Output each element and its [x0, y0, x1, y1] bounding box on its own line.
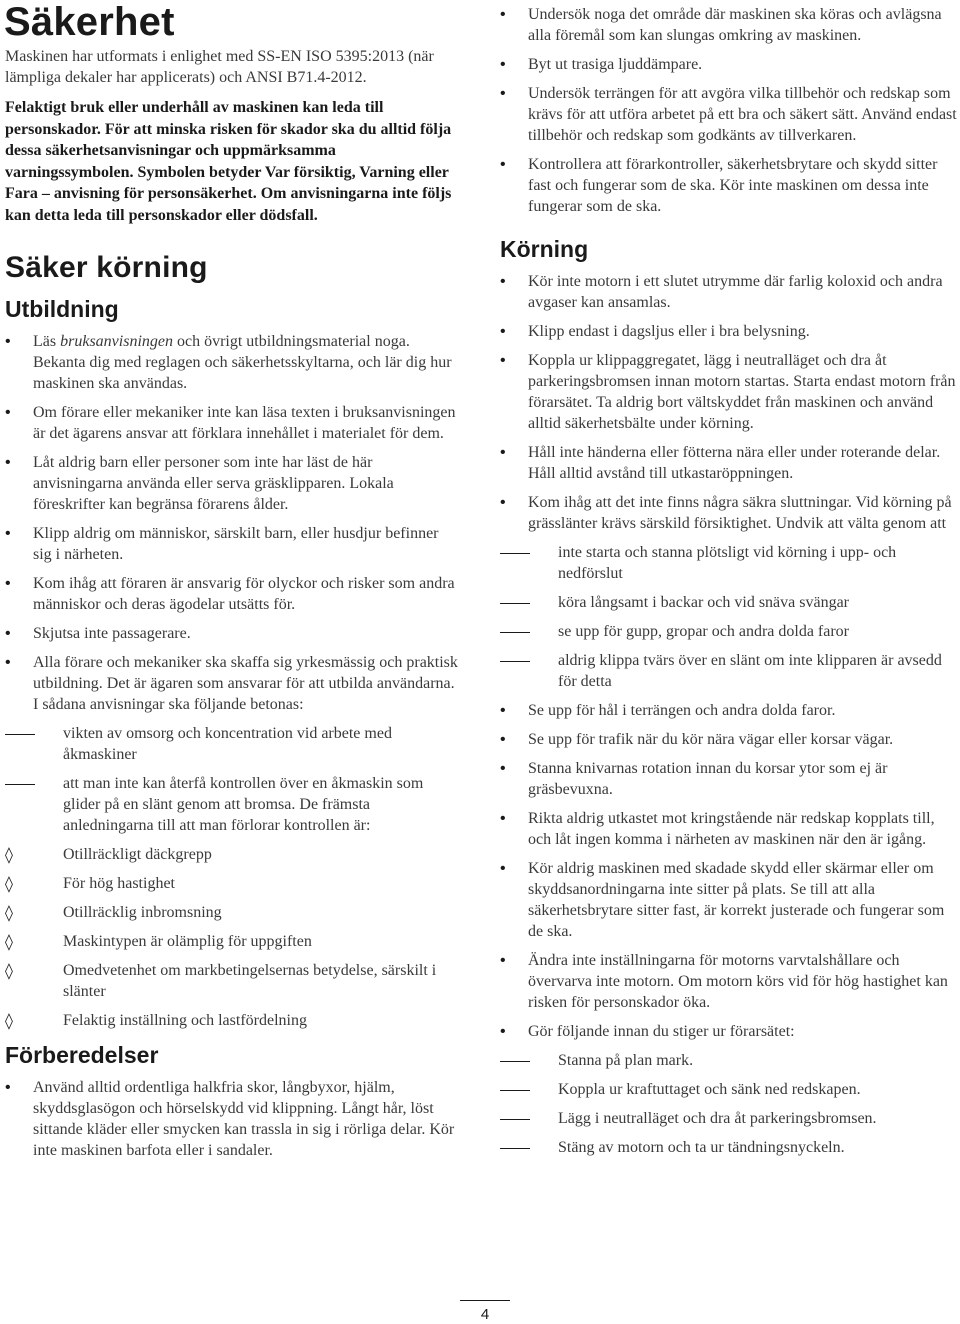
training-item: • Klipp aldrig om människor, särskilt barn, eller husdjur befinner sig i närheten.: [5, 523, 460, 565]
operation-list-b: [500, 700, 958, 1042]
preparation-list-part1: [5, 1077, 460, 1161]
operation-item: • Kör aldrig maskinen med skadade skydd eller skärmar eller om skyddsanordningarna inte sitter på plats. Se till att alla säkerhetsbrytare sitter fast, är korrekt justerade och fungerar som de ska.: [500, 858, 958, 942]
leaving-seat-dash-item: Stanna på plan mark.: [500, 1050, 958, 1071]
training-item: • Skjutsa inte passagerare.: [5, 623, 460, 644]
slope-dash-item: inte starta och stanna plötsligt vid körning i upp- och nedförslut: [500, 542, 958, 584]
leaving-seat-dash-item: Stäng av motorn och ta ur tändningsnyckeln.: [500, 1137, 958, 1158]
leaving-seat-dash-item: Koppla ur kraftuttaget och sänk ned redskapen.: [500, 1079, 958, 1100]
leaving-seat-dash-item: Lägg i neutralläget och dra åt parkeringsbromsen.: [500, 1108, 958, 1129]
operation-item: • Se upp för hål i terrängen och andra dolda faror.: [500, 700, 958, 721]
right-column: [500, 4, 958, 1166]
training-item: • Alla förare och mekaniker ska skaffa sig yrkesmässig och praktisk utbildning. Det är ägaren som ansvarar för att utbilda användarna. I sådana anvisningar ska följande betonas:: [5, 652, 460, 715]
loss-of-control-item: ◊ Felaktig inställning och lastfördelning: [5, 1010, 460, 1031]
loss-of-control-item: ◊ Maskintypen är olämplig för uppgiften: [5, 931, 460, 952]
section-heading-safe-operation: Säker körning: [5, 251, 208, 284]
operation-item: • Rikta aldrig utkastet mot kringstående när redskap kopplats till, och låt ingen komma i närheten av maskinen när den är igång.: [500, 808, 958, 850]
subheading-preparation: Förberedelser: [5, 1042, 159, 1068]
page-number: 4: [480, 1306, 490, 1323]
preparation-item: • Undersök terrängen för att avgöra vilka tillbehör och redskap som krävs för att utföra arbetet på ett bra och säkert sätt. Använd endast tillbehör och redskap som godkänts av tillverkaren.: [500, 83, 958, 146]
preparation-item: • Undersök noga det område där maskinen ska köras och avlägsna alla föremål som kan slungas omkring av maskinen.: [500, 4, 958, 46]
training-item: • Låt aldrig barn eller personer som inte har läst de här anvisningarna använda eller serva gräsklipparen. Lokala föreskrifter kan begränsa förarens ålder.: [5, 452, 460, 515]
subheading-training: Utbildning: [5, 296, 119, 322]
subheading-operation: Körning: [500, 236, 589, 262]
operation-item: • Kör inte motorn i ett slutet utrymme där farlig koloxid och andra avgaser kan ansamlas.: [500, 271, 958, 313]
training-list: [5, 331, 460, 715]
operation-item: • Kom ihåg att det inte finns några säkra sluttningar. Vid körning på grässlänter krävs särskild försiktighet. Undvik att välta genom att: [500, 492, 958, 534]
loss-of-control-item: ◊ För hög hastighet: [5, 873, 460, 894]
preparation-list-part2: [500, 4, 958, 217]
safety-warning-paragraph: Felaktigt bruk eller underhåll av maskinen kan leda till personskador. För att minska risken för skador ska du alltid följa dessa säkerhetsanvisningar och uppmärksamma varningssymbolen. Symbolen betyder Var försiktig, Varning eller Fara – anvisning för personsäkerhet. Om anvisningarna inte följs kan detta leda till personskador eller dödsfall.: [5, 99, 452, 224]
training-dash-item: att man inte kan återfå kontrollen över en åkmaskin som glider på en slänt genom att bromsa. De främsta anledningarna till att man förlorar kontrollen är:: [5, 773, 460, 836]
operation-item: • Koppla ur klippaggregatet, lägg i neutralläget och dra åt parkeringsbromsen innan motorn startas. Starta endast motorn från förarsätet. Ta aldrig bort vältskyddet från maskinen och använd alltid säkerhetsbälte under körning.: [500, 350, 958, 434]
operation-item: • Ändra inte inställningarna för motorns varvtalshållare och övervarva inte motorn. Om motorn körs vid för hög hastighet kan risken för personskador öka.: [500, 950, 958, 1013]
leaving-seat-dash-list: [500, 1050, 958, 1158]
slope-dash-item: aldrig klippa tvärs över en slänt om inte klipparen är avsedd för detta: [500, 650, 958, 692]
training-dash-item: vikten av omsorg och koncentration vid arbete med åkmaskiner: [5, 723, 460, 765]
training-item: [5, 331, 460, 394]
intro-paragraph: Maskinen har utformats i enlighet med SS-EN ISO 5395:2013 (när lämpliga dekaler har applicerats) och ANSI B71.4-2012.: [5, 48, 434, 86]
slope-dash-item: köra långsamt i backar och vid snäva svängar: [500, 592, 958, 613]
operation-item: • Se upp för trafik när du kör nära vägar eller korsar vägar.: [500, 729, 958, 750]
training-item-text: Läs: [33, 333, 61, 350]
slope-dash-list: [500, 542, 958, 692]
preparation-item: • Byt ut trasiga ljuddämpare.: [500, 54, 958, 75]
operation-item: • Håll inte händerna eller fötterna nära eller under roterande delar. Håll alltid avstånd till utkastaröppningen.: [500, 442, 958, 484]
page-title: Säkerhet: [4, 0, 175, 44]
training-dash-list: [5, 723, 460, 836]
training-item: • Om förare eller mekaniker inte kan läsa texten i bruksanvisningen är det ägarens ansvar att förklara innehållet i materialet för dem.: [5, 402, 460, 444]
loss-of-control-item: ◊ Omedvetenhet om markbetingelsernas betydelse, särskilt i slänter: [5, 960, 460, 1002]
loss-of-control-item: ◊ Otillräcklig inbromsning: [5, 902, 460, 923]
preparation-item: • Använd alltid ordentliga halkfria skor, långbyxor, hjälm, skyddsglasögon och hörselskydd vid klippning. Långt hår, löst sittande kläder eller smycken kan trassla in sig i rörliga delar. Kör inte maskinen barfota eller i sandaler.: [5, 1077, 460, 1161]
slope-dash-item: se upp för gupp, gropar och andra dolda faror: [500, 621, 958, 642]
operation-list-a: [500, 271, 958, 534]
operation-item: • Gör följande innan du stiger ur förarsätet:: [500, 1021, 958, 1042]
footer-rule: [460, 1300, 510, 1301]
loss-of-control-list: [5, 844, 460, 1031]
training-item: • Kom ihåg att föraren är ansvarig för olyckor och risker som andra människor och deras ägodelar utsätts för.: [5, 573, 460, 615]
operation-item: • Stanna knivarnas rotation innan du korsar ytor som ej är gräsbevuxna.: [500, 758, 958, 800]
preparation-item: • Kontrollera att förarkontroller, säkerhetsbrytare och skydd sitter fast och fungerar som de ska. Kör inte maskinen om dessa inte fungerar som de ska.: [500, 154, 958, 217]
training-item-text: och övrigt utbildningsmaterial noga. Bekanta dig med reglagen och säkerhetsskyltarna, och lär dig hur maskinen ska användas.: [33, 333, 452, 392]
left-column: [5, 0, 460, 1169]
loss-of-control-item: ◊ Otillräckligt däckgrepp: [5, 844, 460, 865]
operation-item: • Klipp endast i dagsljus eller i bra belysning.: [500, 321, 958, 342]
manual-reference: bruksanvisningen: [60, 333, 173, 350]
